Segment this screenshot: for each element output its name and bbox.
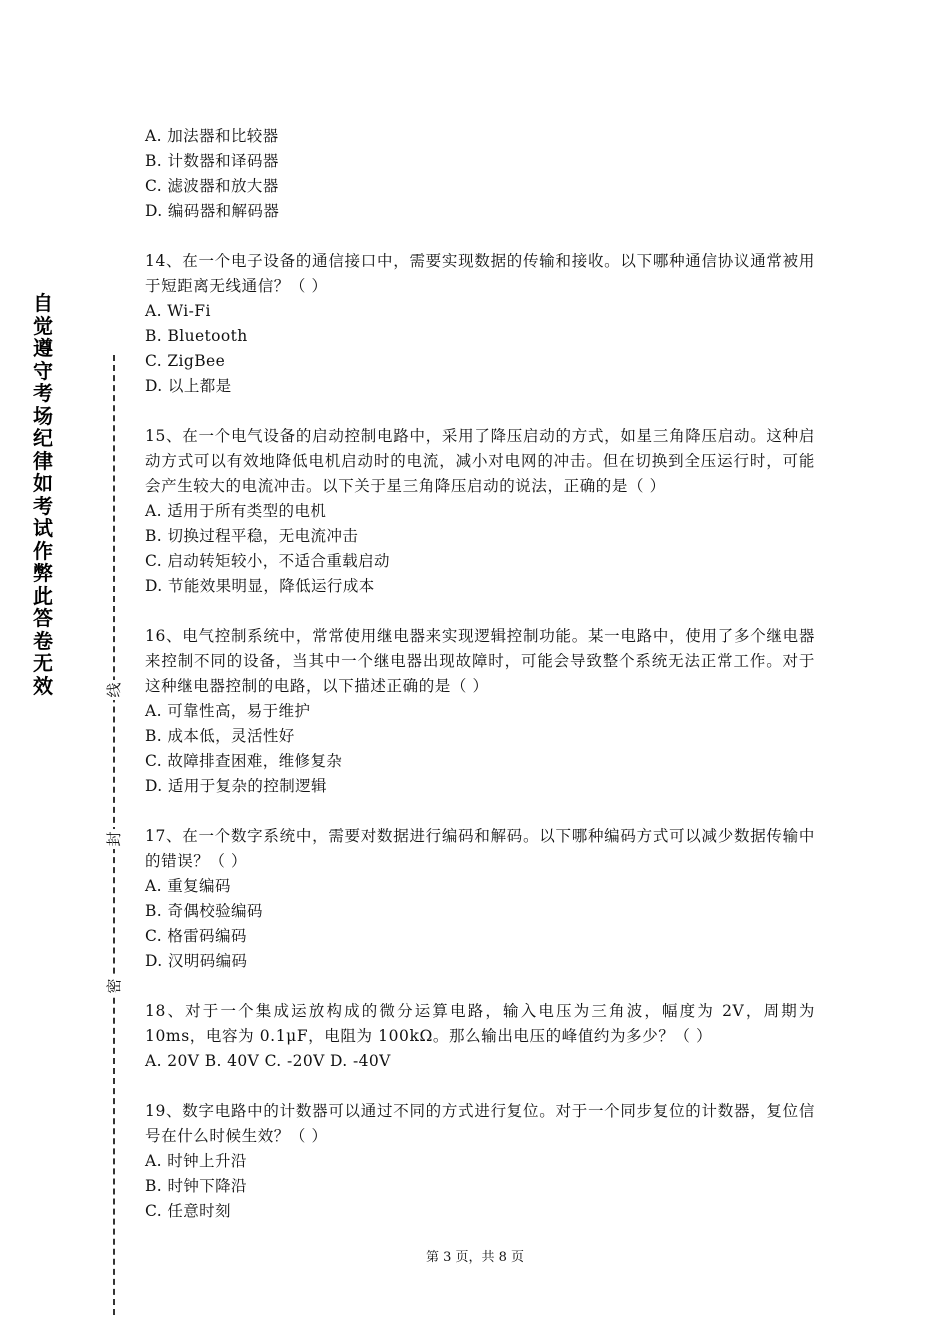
option: C. 启动转矩较小，不适合重载启动 <box>145 552 390 570</box>
option: B. Bluetooth <box>145 327 248 345</box>
option: B. 时钟下降沿 <box>145 1177 247 1195</box>
seal-label-line: 线 <box>103 680 125 700</box>
seal-label-secret: 密 <box>103 976 125 996</box>
option: C. 故障排查困难，维修复杂 <box>145 752 343 770</box>
option: D. 节能效果明显，降低运行成本 <box>145 577 375 595</box>
question-text: 14、在一个电子设备的通信接口中，需要实现数据的传输和接收。以下哪种通信协议通常被用于短距离无线通信？（ ） <box>145 252 815 295</box>
option: B. 计数器和译码器 <box>145 152 279 170</box>
question-15 <box>145 424 815 599</box>
question-17 <box>145 824 815 974</box>
option: C. 滤波器和放大器 <box>145 177 279 195</box>
option: B. 奇偶校验编码 <box>145 902 263 920</box>
seal-label-seal: 封 <box>103 829 125 849</box>
question-13-options <box>145 124 815 224</box>
question-text: 18、对于一个集成运放构成的微分运算电路，输入电压为三角波，幅度为 2V，周期为 10ms，电容为 0.1μF，电阻为 100kΩ。那么输出电压的峰值约为多少？（ ） <box>145 1002 815 1045</box>
option: D. 以上都是 <box>145 377 232 395</box>
option: D. 汉明码编码 <box>145 952 248 970</box>
option: A. 时钟上升沿 <box>145 1152 247 1170</box>
question-16 <box>145 624 815 799</box>
option: A. 适用于所有类型的电机 <box>145 502 327 520</box>
exam-discipline-warning: 自觉遵守考场纪律如考试作弊此答卷无效 <box>33 291 53 698</box>
option: A. 重复编码 <box>145 877 231 895</box>
question-14 <box>145 249 815 399</box>
option: B. 切换过程平稳，无电流冲击 <box>145 527 359 545</box>
question-list <box>145 124 815 1224</box>
option: C. 任意时刻 <box>145 1202 231 1220</box>
option: A. Wi-Fi <box>145 302 211 320</box>
question-18 <box>145 999 815 1074</box>
question-19 <box>145 1099 815 1224</box>
page-number: 第 3 页，共 8 页 <box>425 1250 525 1265</box>
option: C. 格雷码编码 <box>145 927 247 945</box>
option: A. 加法器和比较器 <box>145 127 279 145</box>
option: A. 20V B. 40V C. -20V D. -40V <box>145 1052 391 1070</box>
option: A. 可靠性高，易于维护 <box>145 702 311 720</box>
question-text: 17、在一个数字系统中，需要对数据进行编码和解码。以下哪种编码方式可以减少数据传输中的错误？（ ） <box>145 827 815 870</box>
question-text: 15、在一个电气设备的启动控制电路中，采用了降压启动的方式，如星三角降压启动。这种启动方式可以有效地降低电机启动时的电流，减小对电网的冲击。但在切换到全压运行时，可能会产生较大的电流冲击。以下关于星三角降压启动的说法，正确的是（ ） <box>145 427 815 495</box>
option: D. 适用于复杂的控制逻辑 <box>145 777 327 795</box>
question-text: 16、电气控制系统中，常常使用继电器来实现逻辑控制功能。某一电路中，使用了多个继电器来控制不同的设备，当其中一个继电器出现故障时，可能会导致整个系统无法正常工作。对于这种继电器控制的电路，以下描述正确的是（ ） <box>145 627 815 695</box>
option: D. 编码器和解码器 <box>145 202 280 220</box>
option: C. ZigBee <box>145 352 226 370</box>
option: B. 成本低，灵活性好 <box>145 727 295 745</box>
question-text: 19、数字电路中的计数器可以通过不同的方式进行复位。对于一个同步复位的计数器，复位信号在什么时候生效？（ ） <box>145 1102 815 1145</box>
